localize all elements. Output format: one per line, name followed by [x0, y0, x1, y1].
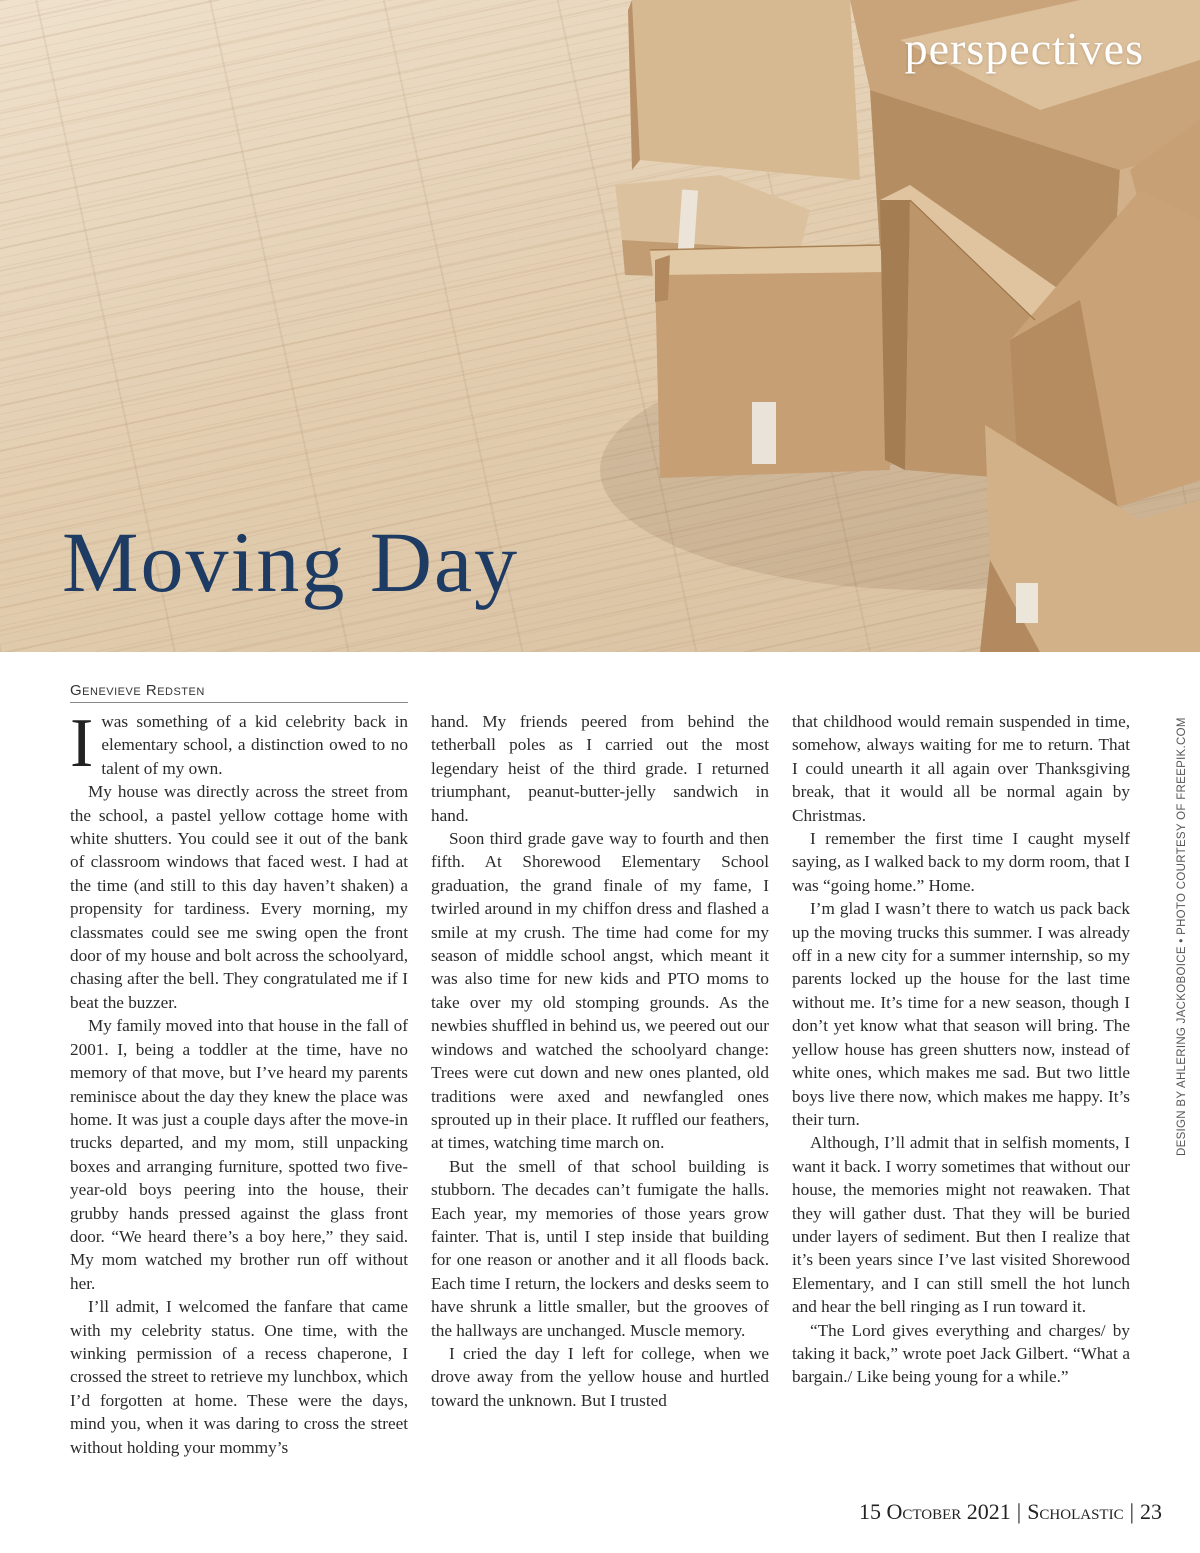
- issue-date: 15 October 2021: [858, 1499, 1011, 1524]
- publication-name: Scholastic: [1027, 1499, 1124, 1524]
- paragraph: that childhood would remain suspended in time, somehow, always waiting for me to return. That I could unearth it all again over Thanksgiving break, that it would all be normal again by Christmas.: [792, 712, 1130, 825]
- photo-credit: [1176, 716, 1194, 1156]
- article-column-3: [792, 710, 1130, 1389]
- paragraph: My house was directly across the street from the school, a pastel yellow cottage home with white shutters. You could see it out of the bank of classroom windows that faced west. I had at the time (and still to this day haven’t shaken) a propensity for tardiness. Every morning, my classmates could see me swing open the front door of my house and bolt across the schoolyard, chasing after the bell. They congratulated me if I beat the buzzer.: [70, 782, 408, 1012]
- paragraph: But the smell of that school building is stubborn. The decades can’t fumigate the halls. Each year, my memories of those years grow fainter. That is, until I step inside that building for one reason or another and it all floods back. Each time I return, the lockers and desks seem to have shrunk a little smaller, but the grooves of the hallways are unchanged. Muscle memory.: [431, 1156, 769, 1340]
- page-number: 23: [1140, 1499, 1162, 1524]
- paragraph: My family moved into that house in the fall of 2001. I, being a toddler at the time, have no memory of that move, but I’ve heard my parents reminisce about the day they knew the place was home. It was just a couple days after the move-in trucks departed, and my mom, still unpacking boxes and arranging furniture, spotted two five-year-old boys peering into the house, their grubby hands pressed against the glass front door. “We heard there’s a boy here,” they said. My mom watched my brother run off without her.: [70, 1016, 408, 1293]
- paragraph: Although, I’ll admit that in selfish moments, I want it back. I worry sometimes that without our house, the memories might not reawaken. That they will gather dust. That they will be buried under layers of sediment. But then I realize that it’s been years since I’ve last visited Shorewood Elementary, and I can still smell the hot lunch and hear the bell ringing as I run toward it.: [792, 1133, 1130, 1317]
- paragraph: I’ll admit, I welcomed the fanfare that came with my celebrity status. One time, with the winking permission of a recess chaperone, I crossed the street to retrieve my lunchbox, which I’d forgotten at home. These were the days, mind you, when it was daring to cross the street without holding your mommy’s: [70, 1297, 408, 1457]
- footer-separator: |: [1016, 1499, 1022, 1524]
- paragraph: hand. My friends peered from behind the tetherball poles as I carried out the most legendary heist of the third grade. I returned triumphant, peanut-butter-jelly sandwich in hand.: [431, 712, 769, 825]
- article-title: Moving Day: [62, 514, 520, 610]
- drop-cap: I: [70, 705, 94, 782]
- footer-separator: |: [1129, 1499, 1134, 1524]
- section-label: perspectives: [904, 23, 1144, 74]
- paragraph: “The Lord gives everything and charges/ by taking it back,” wrote poet Jack Gilbert. “What a bargain./ Like being young for a while.”: [792, 1320, 1130, 1387]
- article-column-1: [70, 705, 408, 1459]
- paragraph: I remember the first time I caught myself saying, as I walked back to my dorm room, that I was “going home.” Home.: [792, 829, 1130, 895]
- paragraph: Soon third grade gave way to fourth and then fifth. At Shorewood Elementary School graduation, the grand finale of my fame, I twirled around in my chiffon dress and flashed a smile at my crush. The time had come for my season of middle school angst, which meant it was also time for new kids and PTO moms to take over my old stomping grounds. As the newbies shuffled in behind us, we peered out our windows and watched the schoolyard change: Trees were cut down and new ones planted, old traditions were axed and newfangled ones sprouted up in their place. It ruffled our feathers, at times, watching time march on.: [431, 829, 769, 1153]
- paragraph: Iwas something of a kid celebrity back in elementary school, a distinction owed to no talent of my own.: [70, 705, 408, 782]
- page-footer: [859, 1499, 1162, 1525]
- photo-credit-text: DESIGN BY AHLERING JACKOBOICE • PHOTO COURTESY OF FREEPIK.COM: [1176, 717, 1188, 1156]
- byline: Genevieve Redsten: [70, 682, 408, 703]
- article-column-2: [431, 710, 769, 1412]
- paragraph: I cried the day I left for college, when we drove away from the yellow house and hurtled toward the unknown. But I trusted: [431, 1343, 769, 1410]
- paragraph: I’m glad I wasn’t there to watch us pack back up the moving trucks this summer. I was already off in a new city for a summer internship, so my parents locked up the house for the last time without me. It’s time for a new season, though I don’t yet know what that season will bring. The yellow house has green shutters now, instead of white ones, which makes me sad. But two little boys live there now, which makes me happy. It’s their turn.: [792, 899, 1130, 1129]
- hero-photo: [0, 0, 1200, 652]
